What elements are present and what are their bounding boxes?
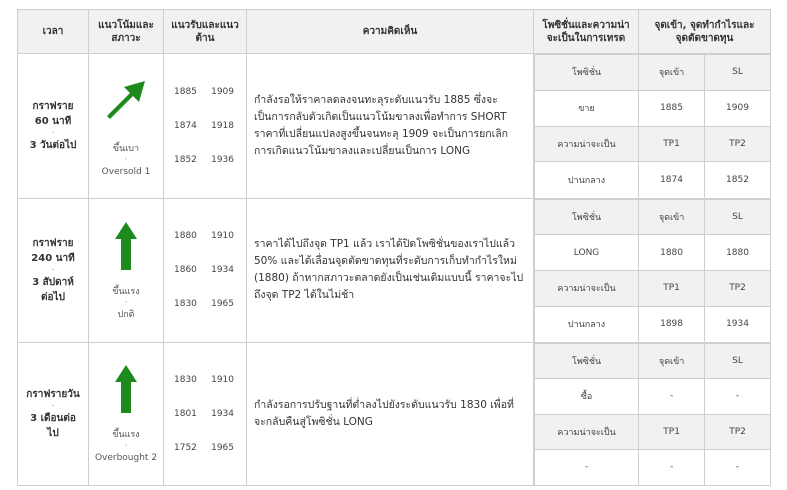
header-comment-label: ความคิดเห็น — [362, 26, 418, 37]
trade-table — [534, 199, 770, 343]
header-position-label: โพซิชั่นและความน่า จะเป็นในการเทรด — [542, 19, 630, 44]
sl-cell: 1934 — [705, 306, 770, 342]
trend-strength: ขึ้นแรง — [112, 286, 140, 297]
trade-table-cell — [534, 198, 771, 343]
level-pair — [164, 109, 246, 143]
header-trend-label: แนวโน้มและ สภาวะ — [98, 19, 154, 44]
header-comment — [247, 10, 534, 54]
arrow-up-icon-graphic — [104, 221, 148, 273]
trade-row — [535, 126, 771, 162]
trend-cell — [89, 54, 164, 199]
entry-cell: TP1 — [639, 271, 705, 307]
trend-separator: · — [124, 441, 128, 452]
trend-strength: ขึ้นแรง — [112, 430, 140, 441]
sl-cell: - — [705, 449, 770, 484]
trade-table-cell — [534, 54, 771, 199]
sl-cell: 1852 — [705, 162, 771, 198]
level-pair — [164, 287, 246, 321]
position-cell: LONG — [535, 235, 639, 271]
support-resistance-cell — [164, 343, 247, 486]
trend-strength: ขึ้นเบา — [112, 144, 140, 155]
header-levels — [164, 10, 247, 54]
sl-cell: - — [705, 379, 770, 414]
resistance-level: 1918 — [211, 120, 234, 131]
support-level: 1801 — [174, 408, 197, 419]
support-level: 1880 — [174, 231, 197, 242]
level-pair — [164, 253, 246, 287]
period-separator: · — [51, 400, 55, 412]
period-horizon: 3 สัปดาห์ ต่อไป — [32, 276, 74, 303]
header-period-label: เวลา — [42, 26, 64, 37]
position-cell: ความน่าจะเป็น — [535, 414, 639, 449]
position-cell: ซื้อ — [535, 379, 639, 414]
resistance-level: 1936 — [211, 154, 234, 165]
support-level: 1860 — [174, 265, 197, 276]
header-entry — [639, 10, 771, 54]
sl-cell: TP2 — [705, 271, 770, 307]
header-period — [18, 10, 89, 54]
arrow-up-icon — [89, 221, 163, 273]
resistance-level: 1965 — [211, 299, 234, 310]
arrow-up-right-icon-graphic — [104, 76, 148, 128]
trend-cell — [89, 198, 164, 343]
comment-cell — [247, 343, 534, 486]
level-pair — [164, 397, 246, 431]
signal-row — [18, 54, 771, 199]
support-resistance-cell — [164, 198, 247, 343]
arrow-up-icon-graphic — [104, 364, 148, 416]
trade-row — [535, 90, 771, 126]
sl-cell: SL — [705, 55, 771, 91]
period-horizon: 3 วันต่อไป — [29, 139, 77, 151]
resistance-level: 1910 — [211, 374, 234, 385]
position-cell: ปานกลาง — [535, 306, 639, 342]
sl-cell: SL — [705, 199, 770, 235]
signal-row — [18, 343, 771, 486]
entry-cell: จุดเข้า — [639, 199, 705, 235]
trade-row — [535, 306, 771, 342]
support-level: 1830 — [174, 299, 197, 310]
support-level: 1830 — [174, 374, 197, 385]
position-cell: ขาย — [535, 90, 639, 126]
position-cell: โพซิชั่น — [535, 55, 639, 91]
support-resistance-cell — [164, 54, 247, 199]
trend-cell — [89, 343, 164, 486]
signal-row — [18, 198, 771, 343]
resistance-level: 1965 — [211, 442, 234, 453]
level-pair — [164, 219, 246, 253]
trend-state: Oversold 1 — [101, 167, 151, 178]
entry-cell: 1898 — [639, 306, 705, 342]
header-position — [534, 10, 639, 54]
period-label: กราฟราย 60 นาที — [32, 100, 74, 127]
sl-cell: SL — [705, 344, 770, 379]
period-cell — [18, 343, 89, 486]
support-level: 1752 — [174, 442, 197, 453]
period-cell — [18, 54, 89, 199]
header-levels-label: แนวรับและแนว ต้าน — [171, 19, 239, 44]
header-trend — [89, 10, 164, 54]
entry-cell: 1874 — [639, 162, 705, 198]
entry-cell: TP1 — [639, 126, 705, 162]
comment-text: กำลังรอการปรับฐานที่ต่ำลงไปยังระดับแนวรับ 1830 เพื่อที่จะกลับคืนสู่โพซิชั่น LONG — [254, 398, 514, 428]
resistance-level: 1934 — [211, 265, 234, 276]
trade-row — [535, 449, 771, 484]
period-separator: · — [51, 127, 55, 139]
support-level: 1852 — [174, 154, 197, 165]
level-pair — [164, 363, 246, 397]
position-cell: ความน่าจะเป็น — [535, 126, 639, 162]
comment-cell — [247, 198, 534, 343]
period-separator: · — [51, 264, 55, 276]
support-level: 1885 — [174, 86, 197, 97]
resistance-level: 1934 — [211, 408, 234, 419]
entry-cell: TP1 — [639, 414, 705, 449]
trade-row — [535, 414, 771, 449]
resistance-level: 1910 — [211, 231, 234, 242]
trade-row — [535, 344, 771, 379]
sl-cell: 1880 — [705, 235, 770, 271]
trade-table-cell — [534, 343, 771, 486]
arrow-shape — [107, 81, 145, 119]
resistance-level: 1909 — [211, 86, 234, 97]
position-cell: โพซิชั่น — [535, 199, 639, 235]
level-pair — [164, 431, 246, 465]
entry-cell: 1885 — [639, 90, 705, 126]
trade-row — [535, 55, 771, 91]
arrow-shape — [115, 365, 137, 413]
position-cell: ความน่าจะเป็น — [535, 271, 639, 307]
sl-cell: TP2 — [705, 126, 771, 162]
period-horizon: 3 เดือนต่อ ไป — [30, 412, 76, 439]
position-cell: โพซิชั่น — [535, 344, 639, 379]
header-entry-label: จุดเข้า, จุดทำกำไรและ จุดตัดขาดทุน — [654, 19, 755, 44]
trend-state: Overbought 2 — [94, 453, 158, 464]
trade-table — [534, 343, 770, 485]
position-cell: ปานกลาง — [535, 162, 639, 198]
trend-state: ปกติ — [117, 309, 135, 320]
period-cell — [18, 198, 89, 343]
comment-cell — [247, 54, 534, 199]
entry-cell: จุดเข้า — [639, 344, 705, 379]
level-pair — [164, 75, 246, 109]
sl-cell: TP2 — [705, 414, 770, 449]
comment-text: กำลังรอให้ราคาลดลงจนทะลุระดับแนวรับ 1885 ซึ่งจะเป็นการกลับตัวเกิดเป็นแนวโน้มขาลงเพื่อทำการ SHORT ราคาที่เปลี่ยนแปลงสูงขึ้นจนทะลุ 1909 จะเป็นการยกเลิกการเกิดแนวโน้มขาลงและเปลี่ยนเป็นการ LONG — [254, 93, 509, 157]
entry-cell: จุดเข้า — [639, 55, 705, 91]
header-row — [18, 10, 771, 54]
entry-cell: - — [639, 379, 705, 414]
trend-separator: · — [124, 155, 128, 166]
entry-cell: 1880 — [639, 235, 705, 271]
period-label: กราฟราย 240 นาที — [31, 237, 75, 264]
trend-separator: · — [124, 297, 128, 308]
trade-row — [535, 271, 771, 307]
trade-table — [534, 54, 770, 198]
trade-row — [535, 379, 771, 414]
level-pair — [164, 143, 246, 177]
entry-cell: - — [639, 449, 705, 484]
comment-text: ราคาได้ไปถึงจุด TP1 แล้ว เราได้ปิดโพซิชั่นของเราไปแล้ว 50% และได้เลื่อนจุดตัดขาดทุนที่ระดับการเก็บทำกำไรใหม่ (1880) ถ้าหากสภาวะตลาดยังเป็นเช่นเดิมแบบนี้ ราคาจะไปถึงจุด TP2 ได้ในไม่ช้า — [254, 238, 524, 302]
arrow-shape — [115, 222, 137, 270]
position-cell: - — [535, 449, 639, 484]
trade-row — [535, 235, 771, 271]
sl-cell: 1909 — [705, 90, 771, 126]
arrow-up-icon — [89, 364, 163, 416]
trading-signals-table — [17, 9, 771, 486]
support-level: 1874 — [174, 120, 197, 131]
arrow-up-right-icon — [89, 76, 163, 128]
period-label: กราฟรายวัน — [26, 388, 80, 400]
trade-row — [535, 162, 771, 198]
trade-row — [535, 199, 771, 235]
